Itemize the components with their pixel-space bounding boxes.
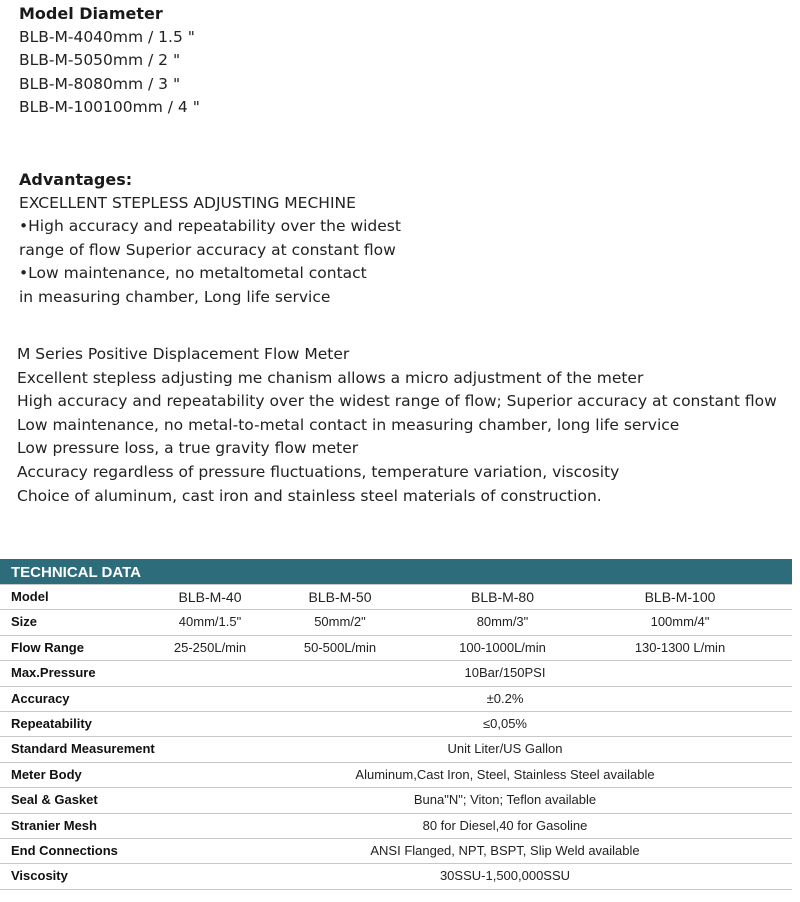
model-diameter-item: BLB-M-4040mm / 1.5 " bbox=[19, 27, 195, 46]
table-cell: ANSI Flanged, NPT, BSPT, Slip Weld available bbox=[370, 842, 640, 858]
table-cell: ≤0,05% bbox=[483, 715, 527, 731]
table-row bbox=[0, 687, 792, 712]
row-label: End Connections bbox=[11, 842, 118, 858]
model-diameter-heading: Model Diameter bbox=[19, 4, 163, 23]
advantages-heading: Advantages: bbox=[19, 170, 133, 189]
table-cell: BLB-M-40 bbox=[178, 589, 242, 605]
table-cell: 100-1000L/min bbox=[459, 639, 546, 655]
row-label: Max.Pressure bbox=[11, 665, 96, 681]
table-row bbox=[0, 661, 792, 686]
table-cell: 40mm/1.5" bbox=[178, 614, 242, 630]
table-cell: BLB-M-50 bbox=[308, 589, 372, 605]
table-cell: ±0.2% bbox=[486, 690, 524, 706]
model-diameter-item: BLB-M-5050mm / 2 " bbox=[19, 51, 181, 69]
m-series-line: Low maintenance, no metal-to-metal contact in measuring chamber, long life service bbox=[17, 415, 680, 434]
advantages-section bbox=[19, 168, 401, 309]
table-row bbox=[0, 636, 792, 661]
row-label: Size bbox=[11, 614, 38, 630]
table-row bbox=[0, 839, 792, 864]
m-series-line: Excellent stepless adjusting me chanism allows a micro adjustment of the meter bbox=[17, 368, 644, 387]
m-series-line: M Series Positive Displacement Flow Meter bbox=[17, 345, 350, 363]
technical-data-rows bbox=[0, 584, 792, 890]
table-cell: 10Bar/150PSI bbox=[464, 665, 546, 681]
table-cell: BLB-M-100 bbox=[644, 589, 716, 605]
advantages-line: in measuring chamber, Long life service bbox=[19, 287, 331, 306]
row-label: Standard Measurement bbox=[11, 741, 155, 757]
technical-data-header: TECHNICAL DATA bbox=[0, 559, 792, 584]
table-row bbox=[0, 737, 792, 762]
table-cell: 25-250L/min bbox=[173, 639, 247, 655]
table-row bbox=[0, 610, 792, 635]
table-row bbox=[0, 864, 792, 889]
row-label: Model bbox=[11, 589, 49, 604]
advantages-line: •High accuracy and repeatability over the widest bbox=[19, 217, 401, 235]
row-label: Meter Body bbox=[11, 766, 82, 782]
m-series-description bbox=[17, 343, 777, 508]
m-series-line: Low pressure loss, a true gravity flow meter bbox=[17, 439, 359, 458]
table-cell: Unit Liter/US Gallon bbox=[447, 741, 563, 757]
table-cell: 50-500L/min bbox=[303, 639, 377, 655]
row-label: Flow Range bbox=[11, 639, 84, 655]
table-cell: 100mm/4" bbox=[650, 614, 710, 630]
row-label: Stranier Mesh bbox=[11, 817, 97, 833]
table-cell: Aluminum,Cast Iron, Steel, Stainless Steel available bbox=[355, 766, 655, 782]
technical-data-table bbox=[0, 559, 792, 890]
row-label: Repeatability bbox=[11, 715, 92, 731]
m-series-line: Accuracy regardless of pressure fluctuations, temperature variation, viscosity bbox=[17, 462, 620, 481]
table-cell: BLB-M-80 bbox=[470, 589, 535, 605]
model-diameter-section bbox=[19, 2, 200, 120]
row-label: Viscosity bbox=[11, 868, 68, 884]
table-cell: 30SSU-1,500,000SSU bbox=[439, 868, 571, 884]
table-cell: 50mm/2" bbox=[314, 614, 366, 630]
advantages-line: range of flow Superior accuracy at constant flow bbox=[19, 240, 396, 259]
m-series-line: High accuracy and repeatability over the widest range of flow; Superior accuracy at constant flow bbox=[17, 392, 777, 411]
m-series-line: Choice of aluminum, cast iron and stainless steel materials of construction. bbox=[17, 486, 602, 505]
table-cell: 130-1300 L/min bbox=[634, 639, 726, 655]
model-diameter-item: BLB-M-8080mm / 3 " bbox=[19, 74, 181, 93]
table-row bbox=[0, 814, 792, 839]
table-cell: 80 for Diesel,40 for Gasoline bbox=[422, 817, 588, 833]
table-row bbox=[0, 763, 792, 788]
table-row bbox=[0, 788, 792, 813]
model-diameter-item: BLB-M-100100mm / 4 " bbox=[19, 98, 200, 116]
table-row bbox=[0, 584, 792, 610]
advantages-line: EXCELLENT STEPLESS ADJUSTING MECHINE bbox=[19, 193, 356, 212]
table-row bbox=[0, 712, 792, 737]
table-cell: 80mm/3" bbox=[476, 614, 529, 630]
row-label: Seal & Gasket bbox=[11, 792, 98, 808]
table-cell: Buna"N"; Viton; Teflon available bbox=[413, 792, 597, 808]
advantages-line: •Low maintenance, no metaltometal contact bbox=[19, 264, 367, 282]
row-label: Accuracy bbox=[11, 690, 70, 706]
